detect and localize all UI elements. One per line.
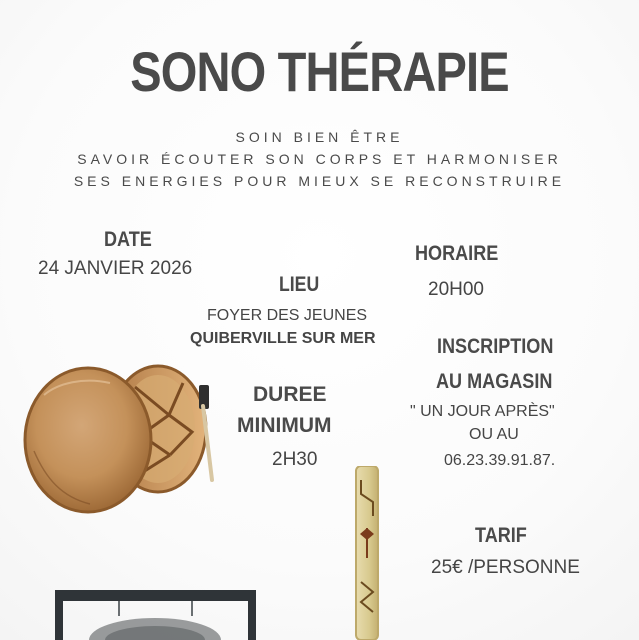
horaire-value: 20H00: [428, 279, 484, 300]
subtitle-block: [0, 126, 639, 192]
tarif-heading: TARIF: [475, 524, 527, 547]
rain-stick-icon: [353, 466, 381, 640]
inscription-line-3: 06.23.39.91.87.: [444, 452, 556, 469]
inscription-heading-1: INSCRIPTION: [437, 335, 554, 358]
subtitle-line-3: SES ENERGIES POUR MIEUX SE RECONSTRUIRE: [73, 173, 566, 189]
date-value: 24 JANVIER 2026: [38, 258, 193, 279]
horaire-heading: HORAIRE: [415, 242, 499, 265]
lieu-line-2: QUIBERVILLE SUR MER: [190, 330, 376, 347]
gong-stand-icon: [52, 586, 259, 640]
subtitle-line-1: SOIN BIEN ÊTRE: [235, 129, 404, 145]
tarif-value: 25€ /PERSONNE: [431, 557, 580, 578]
inscription-line-2: OU AU: [469, 426, 519, 443]
drum-icon: [18, 361, 228, 515]
lieu-heading: LIEU: [279, 273, 320, 296]
inscription-heading-2: AU MAGASIN: [436, 370, 553, 393]
subtitle-line-2: SAVOIR ÉCOUTER SON CORPS ET HARMONISER: [77, 151, 562, 167]
lieu-line-1: FOYER DES JEUNES: [207, 307, 368, 324]
date-heading: DATE: [104, 228, 152, 251]
poster-title: SONO THÉRAPIE: [130, 40, 509, 103]
duree-value: 2H30: [272, 449, 318, 470]
duree-heading-1: DUREE: [253, 383, 327, 406]
inscription-line-1: " UN JOUR APRÈS": [410, 403, 555, 420]
duree-heading-2: MINIMUM: [237, 414, 332, 437]
